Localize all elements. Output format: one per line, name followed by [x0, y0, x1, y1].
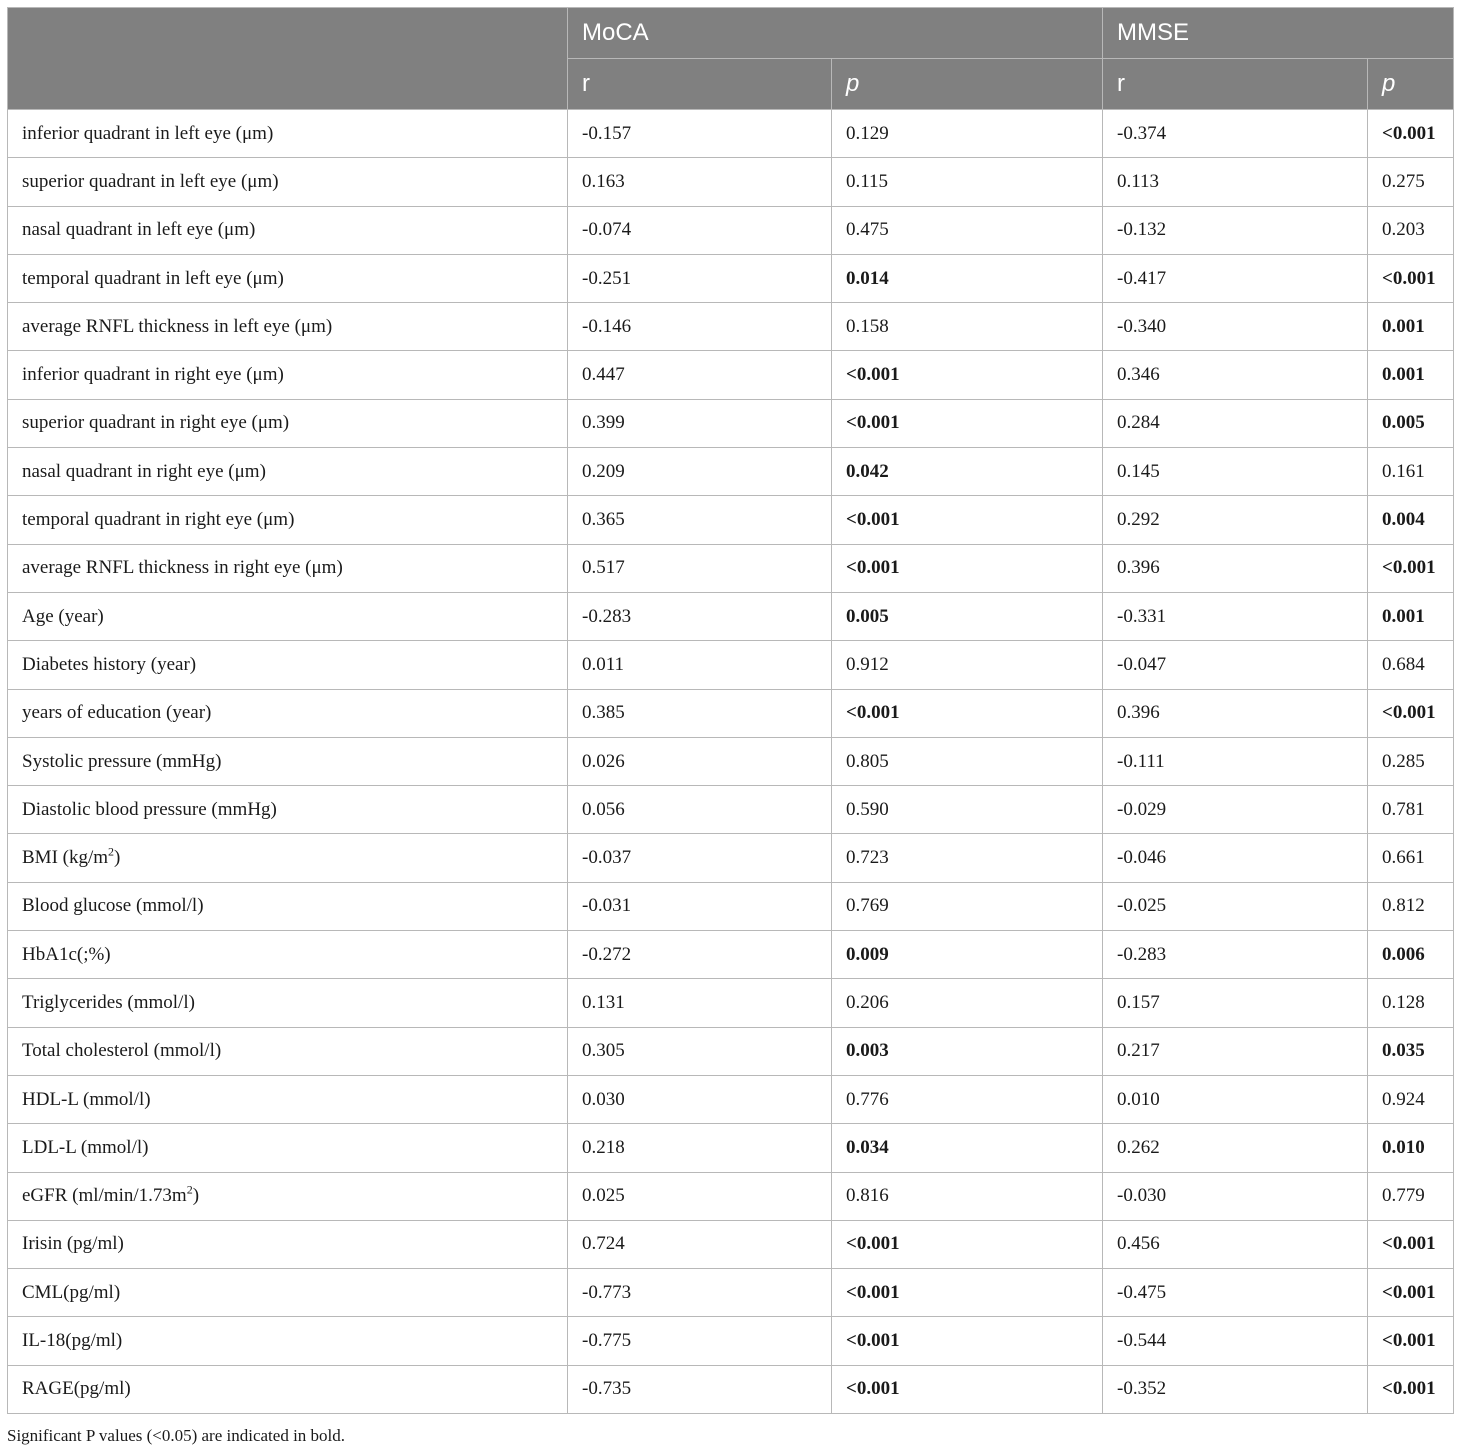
table-row [8, 254, 1454, 302]
table-row [8, 1075, 1454, 1123]
mmse-p-value: 0.781 [1368, 786, 1454, 834]
moca-r-value: 0.030 [568, 1075, 832, 1123]
row-label-text: HbA1c(;%) [22, 943, 111, 965]
mmse-r-value: -0.417 [1103, 254, 1368, 302]
mmse-r-value: -0.283 [1103, 931, 1368, 979]
moca-r-value: 0.385 [568, 689, 832, 737]
mmse-r-value: -0.544 [1103, 1317, 1368, 1365]
mmse-p-value: <0.001 [1368, 254, 1454, 302]
row-label [8, 1269, 568, 1317]
moca-r-value: 0.026 [568, 737, 832, 785]
mmse-p-value: 0.285 [1368, 737, 1454, 785]
row-label-text: nasal quadrant in left eye (μm) [22, 219, 256, 241]
mmse-r-value: -0.475 [1103, 1269, 1368, 1317]
moca-r-value: 0.056 [568, 786, 832, 834]
row-label [8, 206, 568, 254]
row-label [8, 786, 568, 834]
header-empty-cell [8, 8, 568, 110]
mmse-p-value: 0.924 [1368, 1075, 1454, 1123]
row-label [8, 110, 568, 158]
mmse-r-value: -0.029 [1103, 786, 1368, 834]
moca-p-value: 0.009 [832, 931, 1103, 979]
row-label-text: nasal quadrant in right eye (μm) [22, 460, 266, 482]
moca-r-value: -0.775 [568, 1317, 832, 1365]
moca-r-value: -0.735 [568, 1365, 832, 1413]
row-label-superscript: 2 [186, 1182, 193, 1197]
mmse-p-value: 0.006 [1368, 931, 1454, 979]
mmse-p-value: 0.275 [1368, 158, 1454, 206]
moca-r-value: 0.305 [568, 1027, 832, 1075]
table-row [8, 206, 1454, 254]
correlation-table [7, 7, 1454, 1414]
moca-p-value: 0.014 [832, 254, 1103, 302]
row-label [8, 1317, 568, 1365]
moca-r-value: 0.025 [568, 1172, 832, 1220]
moca-p-value: 0.034 [832, 1124, 1103, 1172]
moca-p-value: <0.001 [832, 1317, 1103, 1365]
row-label [8, 641, 568, 689]
table-row [8, 158, 1454, 206]
mmse-r-value: -0.047 [1103, 641, 1368, 689]
moca-r-value: -0.272 [568, 931, 832, 979]
row-label-text: average RNFL thickness in left eye (μm) [22, 315, 333, 337]
mmse-r-value: -0.132 [1103, 206, 1368, 254]
row-label [8, 1027, 568, 1075]
row-label [8, 399, 568, 447]
moca-r-value: 0.365 [568, 496, 832, 544]
row-label-end: ) [114, 847, 121, 869]
row-label-text: eGFR (ml/min/1.73m [22, 1185, 187, 1207]
moca-p-value: 0.912 [832, 641, 1103, 689]
moca-r-value: 0.163 [568, 158, 832, 206]
moca-p-value: 0.003 [832, 1027, 1103, 1075]
row-label [8, 979, 568, 1027]
row-label-text: RAGE(pg/ml) [22, 1378, 131, 1400]
mmse-p-value: 0.004 [1368, 496, 1454, 544]
mmse-p-value: 0.001 [1368, 351, 1454, 399]
mmse-p-value: 0.001 [1368, 592, 1454, 640]
header-moca: MoCA [568, 8, 1103, 59]
row-label-text: temporal quadrant in right eye (μm) [22, 509, 295, 531]
header-row-groups [8, 8, 1454, 59]
mmse-p-value: 0.001 [1368, 303, 1454, 351]
row-label [8, 158, 568, 206]
mmse-r-value: -0.025 [1103, 882, 1368, 930]
moca-r-value: 0.517 [568, 544, 832, 592]
table-row [8, 448, 1454, 496]
table-row [8, 641, 1454, 689]
table-row [8, 110, 1454, 158]
table-row [8, 1269, 1454, 1317]
moca-r-value: -0.031 [568, 882, 832, 930]
header-mmse-r: r [1103, 59, 1368, 110]
row-label-text: years of education (year) [22, 702, 212, 724]
table-row [8, 1172, 1454, 1220]
row-label [8, 1172, 568, 1220]
mmse-r-value: -0.352 [1103, 1365, 1368, 1413]
mmse-r-value: 0.284 [1103, 399, 1368, 447]
row-label-text: Blood glucose (mmol/l) [22, 895, 204, 917]
moca-r-value: -0.157 [568, 110, 832, 158]
row-label [8, 592, 568, 640]
row-label [8, 544, 568, 592]
row-label-text: Diastolic blood pressure (mmHg) [22, 798, 277, 820]
mmse-p-value: <0.001 [1368, 1365, 1454, 1413]
moca-r-value: -0.146 [568, 303, 832, 351]
moca-p-value: <0.001 [832, 1220, 1103, 1268]
row-label [8, 351, 568, 399]
mmse-p-value: <0.001 [1368, 689, 1454, 737]
moca-p-value: 0.206 [832, 979, 1103, 1027]
table-row [8, 786, 1454, 834]
table-footnote: Significant P values (<0.05) are indicated in bold. [7, 1426, 346, 1445]
mmse-r-value: -0.340 [1103, 303, 1368, 351]
mmse-r-value: 0.113 [1103, 158, 1368, 206]
moca-p-value: 0.042 [832, 448, 1103, 496]
moca-p-value: 0.129 [832, 110, 1103, 158]
row-label-text: IL-18(pg/ml) [22, 1330, 123, 1352]
row-label [8, 448, 568, 496]
row-label-text: HDL-L (mmol/l) [22, 1088, 151, 1110]
row-label [8, 1220, 568, 1268]
row-label-text: CML(pg/ml) [22, 1281, 121, 1303]
mmse-p-value: 0.128 [1368, 979, 1454, 1027]
row-label-text: Age (year) [22, 605, 104, 627]
mmse-p-value: 0.812 [1368, 882, 1454, 930]
mmse-r-value: -0.331 [1103, 592, 1368, 640]
row-label [8, 496, 568, 544]
moca-r-value: 0.209 [568, 448, 832, 496]
table-row [8, 592, 1454, 640]
moca-p-value: <0.001 [832, 496, 1103, 544]
moca-p-value: 0.590 [832, 786, 1103, 834]
row-label [8, 1124, 568, 1172]
mmse-r-value: 0.145 [1103, 448, 1368, 496]
moca-p-value: 0.805 [832, 737, 1103, 785]
moca-p-value: <0.001 [832, 689, 1103, 737]
table-row [8, 1317, 1454, 1365]
table-row [8, 303, 1454, 351]
row-label-text: Irisin (pg/ml) [22, 1233, 124, 1255]
mmse-p-value: 0.005 [1368, 399, 1454, 447]
row-label [8, 254, 568, 302]
mmse-p-value: 0.661 [1368, 834, 1454, 882]
table-row [8, 931, 1454, 979]
mmse-r-value: 0.346 [1103, 351, 1368, 399]
mmse-r-value: -0.374 [1103, 110, 1368, 158]
table-row [8, 1124, 1454, 1172]
mmse-p-value: <0.001 [1368, 110, 1454, 158]
row-label [8, 303, 568, 351]
moca-r-value: 0.447 [568, 351, 832, 399]
mmse-p-value: 0.203 [1368, 206, 1454, 254]
mmse-p-value: 0.779 [1368, 1172, 1454, 1220]
mmse-p-value: 0.684 [1368, 641, 1454, 689]
correlation-table-container [7, 7, 1453, 1414]
moca-p-value: 0.005 [832, 592, 1103, 640]
row-label-text: Diabetes history (year) [22, 653, 197, 675]
moca-r-value: 0.724 [568, 1220, 832, 1268]
mmse-r-value: -0.046 [1103, 834, 1368, 882]
moca-p-value: 0.776 [832, 1075, 1103, 1123]
row-label [8, 689, 568, 737]
mmse-r-value: 0.217 [1103, 1027, 1368, 1075]
mmse-p-value: <0.001 [1368, 544, 1454, 592]
moca-r-value: 0.131 [568, 979, 832, 1027]
table-row [8, 1220, 1454, 1268]
row-label [8, 1075, 568, 1123]
row-label [8, 834, 568, 882]
table-row [8, 979, 1454, 1027]
table-row [8, 1027, 1454, 1075]
moca-p-value: 0.769 [832, 882, 1103, 930]
row-label [8, 737, 568, 785]
header-mmse: MMSE [1103, 8, 1454, 59]
mmse-p-value: <0.001 [1368, 1220, 1454, 1268]
header-moca-p: p [832, 59, 1103, 110]
moca-r-value: 0.218 [568, 1124, 832, 1172]
row-label-text: inferior quadrant in right eye (μm) [22, 364, 284, 386]
mmse-r-value: 0.396 [1103, 544, 1368, 592]
row-label-text: Triglycerides (mmol/l) [22, 991, 195, 1013]
row-label-text: average RNFL thickness in right eye (μm) [22, 557, 343, 579]
moca-p-value: <0.001 [832, 351, 1103, 399]
table-row [8, 399, 1454, 447]
row-label [8, 882, 568, 930]
row-label-text: superior quadrant in left eye (μm) [22, 170, 279, 192]
mmse-p-value: 0.161 [1368, 448, 1454, 496]
moca-p-value: 0.115 [832, 158, 1103, 206]
moca-r-value: -0.283 [568, 592, 832, 640]
table-header [8, 8, 1454, 110]
row-label-text: superior quadrant in right eye (μm) [22, 412, 290, 434]
table-row [8, 351, 1454, 399]
moca-p-value: 0.816 [832, 1172, 1103, 1220]
row-label-text: Systolic pressure (mmHg) [22, 750, 222, 772]
row-label-end: ) [192, 1185, 200, 1207]
mmse-r-value: -0.111 [1103, 737, 1368, 785]
table-row [8, 544, 1454, 592]
mmse-p-value: 0.010 [1368, 1124, 1454, 1172]
mmse-p-value: <0.001 [1368, 1269, 1454, 1317]
moca-r-value: -0.074 [568, 206, 832, 254]
header-moca-r: r [568, 59, 832, 110]
moca-p-value: <0.001 [832, 1269, 1103, 1317]
row-label-text: temporal quadrant in left eye (μm) [22, 267, 284, 289]
table-row [8, 1365, 1454, 1413]
table-row [8, 737, 1454, 785]
row-label-text: Total cholesterol (mmol/l) [22, 1040, 222, 1062]
row-label-text: BMI (kg/m [22, 847, 109, 869]
mmse-r-value: 0.396 [1103, 689, 1368, 737]
moca-r-value: -0.251 [568, 254, 832, 302]
mmse-r-value: 0.292 [1103, 496, 1368, 544]
row-label-text: inferior quadrant in left eye (μm) [22, 122, 274, 144]
moca-p-value: 0.475 [832, 206, 1103, 254]
mmse-p-value: 0.035 [1368, 1027, 1454, 1075]
mmse-r-value: 0.157 [1103, 979, 1368, 1027]
moca-r-value: -0.773 [568, 1269, 832, 1317]
moca-r-value: 0.011 [568, 641, 832, 689]
table-body [8, 110, 1454, 1414]
mmse-r-value: 0.456 [1103, 1220, 1368, 1268]
table-row [8, 834, 1454, 882]
mmse-r-value: 0.010 [1103, 1075, 1368, 1123]
table-row [8, 496, 1454, 544]
mmse-r-value: 0.262 [1103, 1124, 1368, 1172]
header-mmse-p: p [1368, 59, 1454, 110]
row-label [8, 1365, 568, 1413]
moca-r-value: -0.037 [568, 834, 832, 882]
moca-p-value: <0.001 [832, 1365, 1103, 1413]
row-label-text: LDL-L (mmol/l) [22, 1136, 149, 1158]
moca-p-value: <0.001 [832, 544, 1103, 592]
mmse-r-value: -0.030 [1103, 1172, 1368, 1220]
moca-p-value: <0.001 [832, 399, 1103, 447]
table-row [8, 882, 1454, 930]
table-row [8, 689, 1454, 737]
moca-r-value: 0.399 [568, 399, 832, 447]
moca-p-value: 0.158 [832, 303, 1103, 351]
moca-p-value: 0.723 [832, 834, 1103, 882]
mmse-p-value: <0.001 [1368, 1317, 1454, 1365]
row-label [8, 931, 568, 979]
row-label-superscript: 2 [108, 844, 115, 859]
